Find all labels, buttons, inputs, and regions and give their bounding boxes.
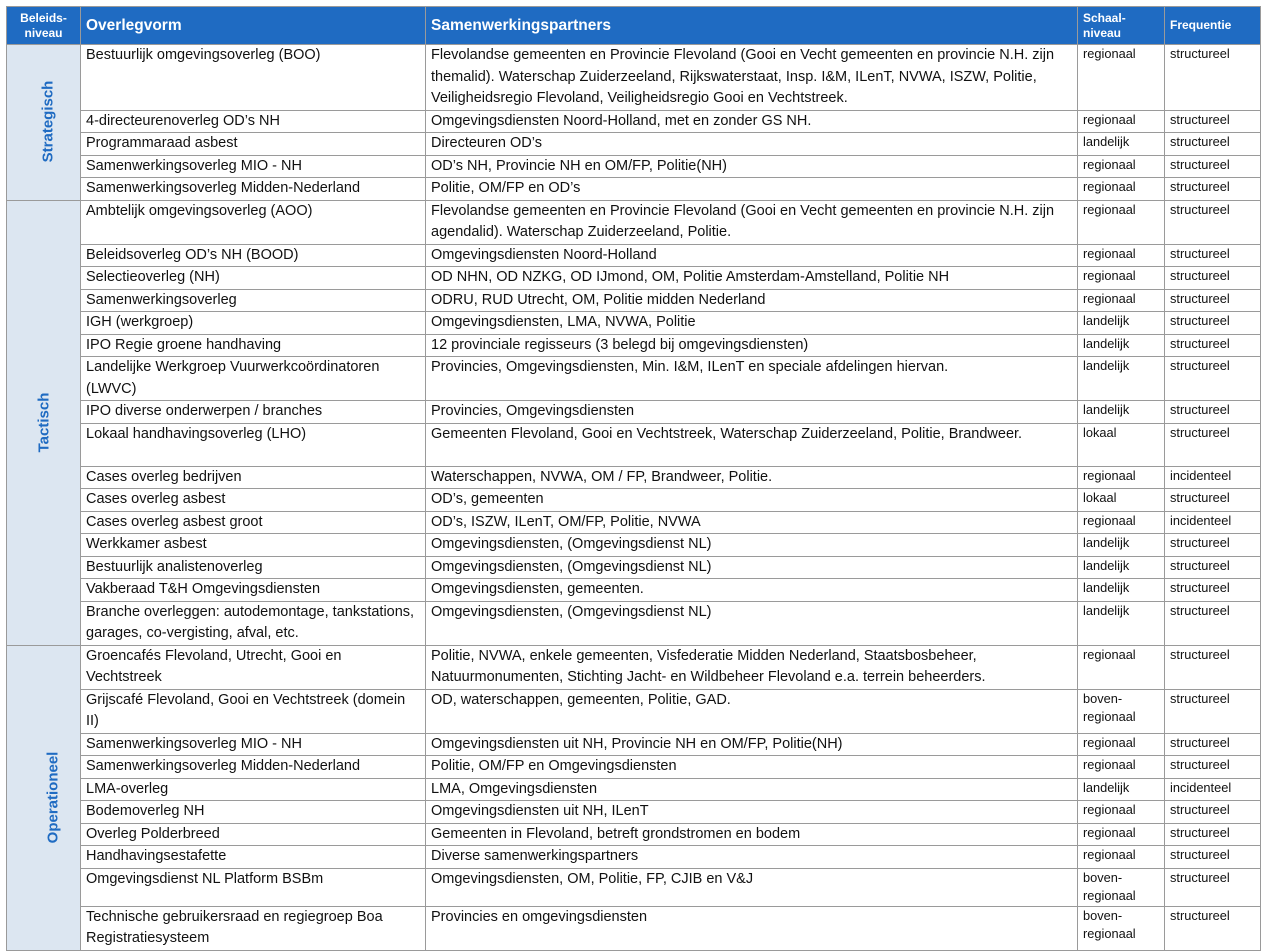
cell-overlegvorm: Landelijke Werkgroep Vuurwerkcoördinatoren (LWVC) (81, 357, 426, 401)
cell-frequentie: structureel (1165, 868, 1261, 906)
cell-frequentie: structureel (1165, 110, 1261, 133)
cell-schaalniveau: landelijk (1078, 357, 1165, 401)
cell-schaalniveau: landelijk (1078, 579, 1165, 602)
cell-schaalniveau: landelijk (1078, 401, 1165, 424)
cell-frequentie: structureel (1165, 823, 1261, 846)
level-cell (7, 645, 81, 950)
cell-frequentie: structureel (1165, 334, 1261, 357)
cell-frequentie: structureel (1165, 401, 1261, 424)
cell-schaalniveau: regionaal (1078, 178, 1165, 201)
cell-partners: Omgevingsdiensten Noord-Holland, met en zonder GS NH. (426, 110, 1078, 133)
cell-partners: Omgevingsdiensten Noord-Holland (426, 244, 1078, 267)
cell-overlegvorm: IPO Regie groene handhaving (81, 334, 426, 357)
table-row (7, 312, 1261, 335)
cell-schaalniveau: regionaal (1078, 244, 1165, 267)
cell-frequentie: structureel (1165, 200, 1261, 244)
cell-partners: OD NHN, OD NZKG, OD IJmond, OM, Politie Amsterdam-Amstelland, Politie NH (426, 267, 1078, 290)
table-row (7, 801, 1261, 824)
cell-overlegvorm: Groencafés Flevoland, Utrecht, Gooi en Vechtstreek (81, 645, 426, 689)
cell-partners: Omgevingsdiensten, OM, Politie, FP, CJIB en V&J (426, 868, 1078, 906)
cell-overlegvorm: Vakberaad T&H Omgevingsdiensten (81, 579, 426, 602)
cell-partners: Provincies, Omgevingsdiensten (426, 401, 1078, 424)
cell-schaalniveau: boven- regionaal (1078, 868, 1165, 906)
table-row (7, 289, 1261, 312)
cell-schaalniveau: lokaal (1078, 423, 1165, 466)
cell-overlegvorm: Omgevingsdienst NL Platform BSBm (81, 868, 426, 906)
cell-overlegvorm: Samenwerkingsoverleg Midden-Nederland (81, 178, 426, 201)
table-row (7, 489, 1261, 512)
table-row (7, 823, 1261, 846)
cell-schaalniveau: regionaal (1078, 110, 1165, 133)
table-row (7, 906, 1261, 950)
table-row (7, 756, 1261, 779)
cell-partners: Waterschappen, NVWA, OM / FP, Brandweer, Politie. (426, 466, 1078, 489)
cell-frequentie: structureel (1165, 133, 1261, 156)
cell-frequentie: structureel (1165, 756, 1261, 779)
table-row (7, 401, 1261, 424)
cell-frequentie: structureel (1165, 155, 1261, 178)
cell-overlegvorm: Beleidsoverleg OD’s NH (BOOD) (81, 244, 426, 267)
header-schaalniveau: Schaal- niveau (1078, 7, 1165, 45)
cell-overlegvorm: Cases overleg asbest groot (81, 511, 426, 534)
cell-partners: OD, waterschappen, gemeenten, Politie, GAD. (426, 689, 1078, 733)
cell-partners: OD’s, gemeenten (426, 489, 1078, 512)
cell-frequentie: structureel (1165, 489, 1261, 512)
header-row (7, 7, 1261, 45)
cell-frequentie: structureel (1165, 846, 1261, 869)
cell-frequentie: structureel (1165, 601, 1261, 645)
table-row (7, 868, 1261, 906)
cell-schaalniveau: regionaal (1078, 823, 1165, 846)
cell-schaalniveau: regionaal (1078, 466, 1165, 489)
cell-overlegvorm: Lokaal handhavingsoverleg (LHO) (81, 423, 426, 466)
cell-partners: Provincies, Omgevingsdiensten, Min. I&M, ILenT en speciale afdelingen hiervan. (426, 357, 1078, 401)
cell-partners: Gemeenten in Flevoland, betreft grondstromen en bodem (426, 823, 1078, 846)
table-row (7, 778, 1261, 801)
header-overlegvorm: Overlegvorm (81, 7, 426, 45)
header-samenwerkingspartners: Samenwerkingspartners (426, 7, 1078, 45)
cell-frequentie: structureel (1165, 244, 1261, 267)
cell-partners: OD’s, ISZW, ILenT, OM/FP, Politie, NVWA (426, 511, 1078, 534)
cell-schaalniveau: regionaal (1078, 733, 1165, 756)
cell-schaalniveau: landelijk (1078, 778, 1165, 801)
cell-schaalniveau: landelijk (1078, 334, 1165, 357)
cell-frequentie: structureel (1165, 357, 1261, 401)
cell-overlegvorm: Technische gebruikersraad en regiegroep Boa Registratiesysteem (81, 906, 426, 950)
cell-overlegvorm: LMA-overleg (81, 778, 426, 801)
cell-schaalniveau: regionaal (1078, 801, 1165, 824)
cell-partners: Omgevingsdiensten, (Omgevingsdienst NL) (426, 534, 1078, 557)
cell-frequentie: structureel (1165, 312, 1261, 335)
cell-overlegvorm: Overleg Polderbreed (81, 823, 426, 846)
cell-frequentie: structureel (1165, 579, 1261, 602)
cell-overlegvorm: Cases overleg asbest (81, 489, 426, 512)
cell-frequentie: structureel (1165, 906, 1261, 950)
cell-schaalniveau: landelijk (1078, 534, 1165, 557)
cell-overlegvorm: Werkkamer asbest (81, 534, 426, 557)
cell-partners: Omgevingsdiensten, gemeenten. (426, 579, 1078, 602)
cell-schaalniveau: boven- regionaal (1078, 906, 1165, 950)
cell-schaalniveau: lokaal (1078, 489, 1165, 512)
cell-schaalniveau: regionaal (1078, 511, 1165, 534)
cell-schaalniveau: regionaal (1078, 756, 1165, 779)
cell-frequentie: incidenteel (1165, 778, 1261, 801)
cell-partners: Politie, OM/FP en Omgevingsdiensten (426, 756, 1078, 779)
table-row (7, 689, 1261, 733)
cell-overlegvorm: Cases overleg bedrijven (81, 466, 426, 489)
cell-frequentie: structureel (1165, 534, 1261, 557)
table-row (7, 645, 1261, 689)
cell-frequentie: structureel (1165, 689, 1261, 733)
cell-schaalniveau: regionaal (1078, 155, 1165, 178)
cell-frequentie: structureel (1165, 45, 1261, 111)
cell-overlegvorm: Branche overleggen: autodemontage, tankstations, garages, co-vergisting, afval, etc. (81, 601, 426, 645)
cell-partners: Omgevingsdiensten, (Omgevingsdienst NL) (426, 601, 1078, 645)
cell-frequentie: structureel (1165, 645, 1261, 689)
table-row (7, 155, 1261, 178)
table-row (7, 733, 1261, 756)
cell-overlegvorm: Samenwerkingsoverleg MIO - NH (81, 733, 426, 756)
cell-schaalniveau: regionaal (1078, 645, 1165, 689)
table-row (7, 200, 1261, 244)
cell-partners: LMA, Omgevingsdiensten (426, 778, 1078, 801)
cell-overlegvorm: IPO diverse onderwerpen / branches (81, 401, 426, 424)
overleg-table (6, 6, 1261, 951)
level-label: Strategisch (39, 80, 57, 163)
cell-partners: 12 provinciale regisseurs (3 belegd bij omgevingsdiensten) (426, 334, 1078, 357)
table-row (7, 110, 1261, 133)
cell-frequentie: structureel (1165, 267, 1261, 290)
cell-schaalniveau: boven- regionaal (1078, 689, 1165, 733)
cell-frequentie: structureel (1165, 801, 1261, 824)
cell-partners: Diverse samenwerkingspartners (426, 846, 1078, 869)
cell-frequentie: structureel (1165, 289, 1261, 312)
cell-frequentie: structureel (1165, 423, 1261, 466)
table-row (7, 556, 1261, 579)
cell-frequentie: incidenteel (1165, 511, 1261, 534)
table-row (7, 601, 1261, 645)
cell-partners: Provincies en omgevingsdiensten (426, 906, 1078, 950)
cell-partners: Omgevingsdiensten, LMA, NVWA, Politie (426, 312, 1078, 335)
cell-overlegvorm: Grijscafé Flevoland, Gooi en Vechtstreek (domein II) (81, 689, 426, 733)
cell-partners: Politie, OM/FP en OD’s (426, 178, 1078, 201)
cell-frequentie: incidenteel (1165, 466, 1261, 489)
cell-overlegvorm: Selectieoverleg (NH) (81, 267, 426, 290)
cell-schaalniveau: landelijk (1078, 312, 1165, 335)
cell-partners: Gemeenten Flevoland, Gooi en Vechtstreek, Waterschap Zuiderzeeland, Politie, Brandweer. (426, 423, 1078, 466)
cell-partners: Omgevingsdiensten uit NH, Provincie NH en OM/FP, Politie(NH) (426, 733, 1078, 756)
cell-overlegvorm: Ambtelijk omgevingsoverleg (AOO) (81, 200, 426, 244)
cell-overlegvorm: Handhavingsestafette (81, 846, 426, 869)
cell-schaalniveau: regionaal (1078, 45, 1165, 111)
cell-frequentie: structureel (1165, 733, 1261, 756)
cell-overlegvorm: IGH (werkgroep) (81, 312, 426, 335)
cell-overlegvorm: Bodemoverleg NH (81, 801, 426, 824)
cell-schaalniveau: regionaal (1078, 846, 1165, 869)
cell-schaalniveau: landelijk (1078, 556, 1165, 579)
cell-frequentie: structureel (1165, 556, 1261, 579)
table-row (7, 466, 1261, 489)
cell-overlegvorm: Bestuurlijk analistenoverleg (81, 556, 426, 579)
cell-partners: Politie, NVWA, enkele gemeenten, Visfederatie Midden Nederland, Staatsbosbeheer, Natuurmonumenten, Stichting Jacht- en Wildbeheer Flevoland e.a. terrein beheerders. (426, 645, 1078, 689)
level-label: Operationeel (44, 751, 62, 843)
table-row (7, 357, 1261, 401)
table-row (7, 334, 1261, 357)
cell-schaalniveau: regionaal (1078, 289, 1165, 312)
cell-schaalniveau: regionaal (1078, 267, 1165, 290)
cell-overlegvorm: Programmaraad asbest (81, 133, 426, 156)
cell-partners: OD’s NH, Provincie NH en OM/FP, Politie(NH) (426, 155, 1078, 178)
table-row (7, 534, 1261, 557)
cell-overlegvorm: Samenwerkingsoverleg MIO - NH (81, 155, 426, 178)
cell-overlegvorm: Bestuurlijk omgevingsoverleg (BOO) (81, 45, 426, 111)
cell-partners: Omgevingsdiensten uit NH, ILenT (426, 801, 1078, 824)
table-row (7, 178, 1261, 201)
cell-partners: Omgevingsdiensten, (Omgevingsdienst NL) (426, 556, 1078, 579)
cell-overlegvorm: Samenwerkingsoverleg Midden-Nederland (81, 756, 426, 779)
cell-overlegvorm: 4-directeurenoverleg OD’s NH (81, 110, 426, 133)
table-row (7, 267, 1261, 290)
cell-partners: ODRU, RUD Utrecht, OM, Politie midden Nederland (426, 289, 1078, 312)
table-row (7, 244, 1261, 267)
level-cell (7, 45, 81, 201)
table-row (7, 133, 1261, 156)
table-row (7, 511, 1261, 534)
cell-schaalniveau: regionaal (1078, 200, 1165, 244)
table-body (7, 45, 1261, 951)
table-row (7, 423, 1261, 466)
level-label: Tactisch (35, 392, 52, 452)
cell-overlegvorm: Samenwerkingsoverleg (81, 289, 426, 312)
cell-partners: Directeuren OD’s (426, 133, 1078, 156)
cell-schaalniveau: landelijk (1078, 133, 1165, 156)
header-frequentie: Frequentie (1165, 7, 1261, 45)
cell-partners: Flevolandse gemeenten en Provincie Flevoland (Gooi en Vecht gemeenten en provincie N.H. zijn themalid). Waterschap Zuiderzeeland, Rijkswaterstaat, Insp. I&M, ILenT, NVWA, ISZW, Politie, Veiligheidsregio Flevoland, Veiligheidsregio Gooi en Vechtstreek. (426, 45, 1078, 111)
cell-partners: Flevolandse gemeenten en Provincie Flevoland (Gooi en Vecht gemeenten en provincie N.H. zijn agendalid). Waterschap Zuiderzeeland, Politie. (426, 200, 1078, 244)
header-beleidsniveau: Beleids- niveau (7, 7, 81, 45)
table-row (7, 45, 1261, 111)
cell-frequentie: structureel (1165, 178, 1261, 201)
level-cell (7, 200, 81, 645)
table-row (7, 579, 1261, 602)
table-row (7, 846, 1261, 869)
cell-schaalniveau: landelijk (1078, 601, 1165, 645)
